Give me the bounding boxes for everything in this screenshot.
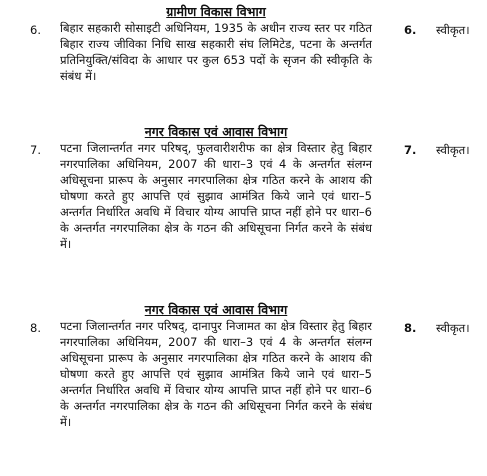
decision-number: 8. xyxy=(404,321,417,335)
item-serial-number: 6. xyxy=(30,23,41,37)
department-heading-rural-development: ग्रामीण विकास विभाग xyxy=(166,4,266,19)
decision-status: स्वीकृत। xyxy=(436,23,470,37)
item-serial-number: 7. xyxy=(30,143,41,157)
decision-number: 7. xyxy=(404,143,417,157)
decision-number: 6. xyxy=(404,23,417,37)
department-heading-urban-development: नगर विकास एवं आवास विभाग xyxy=(144,124,288,139)
item-serial-number: 8. xyxy=(30,321,41,335)
item-description: पटना जिलान्तर्गत नगर परिषद्, फुलवारीशरीफ का क्षेत्र विस्तार हेतु बिहार नगरपालिका अधिनियम, 2007 की धारा–3 एवं 4 के अन्तर्गत संलग्न अधिसूचना प्रारूप के अनुसार नगरपालिका क्षेत्र गठित करने के आशय की घोषणा करते हुए आपत्ति एवं सुझाव आमंत्रित किये जाने एवं धारा–5 अन्तर्गत निर्धारित अवधि में विचार योग्य आपत्ति प्राप्त नहीं होने पर धारा–6 के अन्तर्गत नगरपालिका क्षेत्र के गठन की अधिसूचना निर्गत करने के संबंध में। xyxy=(60,141,372,251)
item-description: पटना जिलान्तर्गत नगर परिषद्, दानापुर निजामत का क्षेत्र विस्तार हेतु बिहार नगरपालिका अधिनियम, 2007 की धारा–3 एवं 4 के अन्तर्गत संलग्न अधिसूचना प्रारूप के अनुसार नगरपालिका क्षेत्र गठित करने के आशय की घोषणा करते हुए आपत्ति एवं सुझाव आमंत्रित किये जाने एवं धारा–5 अन्तर्गत निर्धारित अवधि में विचार योग्य आपत्ति प्राप्त नहीं होने पर धारा–6 के अन्तर्गत नगरपालिका क्षेत्र के गठन की अधिसूचना निर्गत करने के संबंध में। xyxy=(60,319,372,429)
decision-status: स्वीकृत। xyxy=(436,321,470,335)
department-heading-urban-development: नगर विकास एवं आवास विभाग xyxy=(144,302,288,317)
item-description: बिहार सहकारी सोसाइटी अधिनियम, 1935 के अधीन राज्य स्तर पर गठित बिहार राज्य जीविका निधि साख सहकारी संघ लिमिटेड, पटना के अन्तर्गत प्रतिनियुक्ति/संविदा के आधार पर कुल 653 पदों के सृजन की स्वीकृति के संबंध में। xyxy=(60,21,372,83)
decision-status: स्वीकृत। xyxy=(436,143,470,157)
